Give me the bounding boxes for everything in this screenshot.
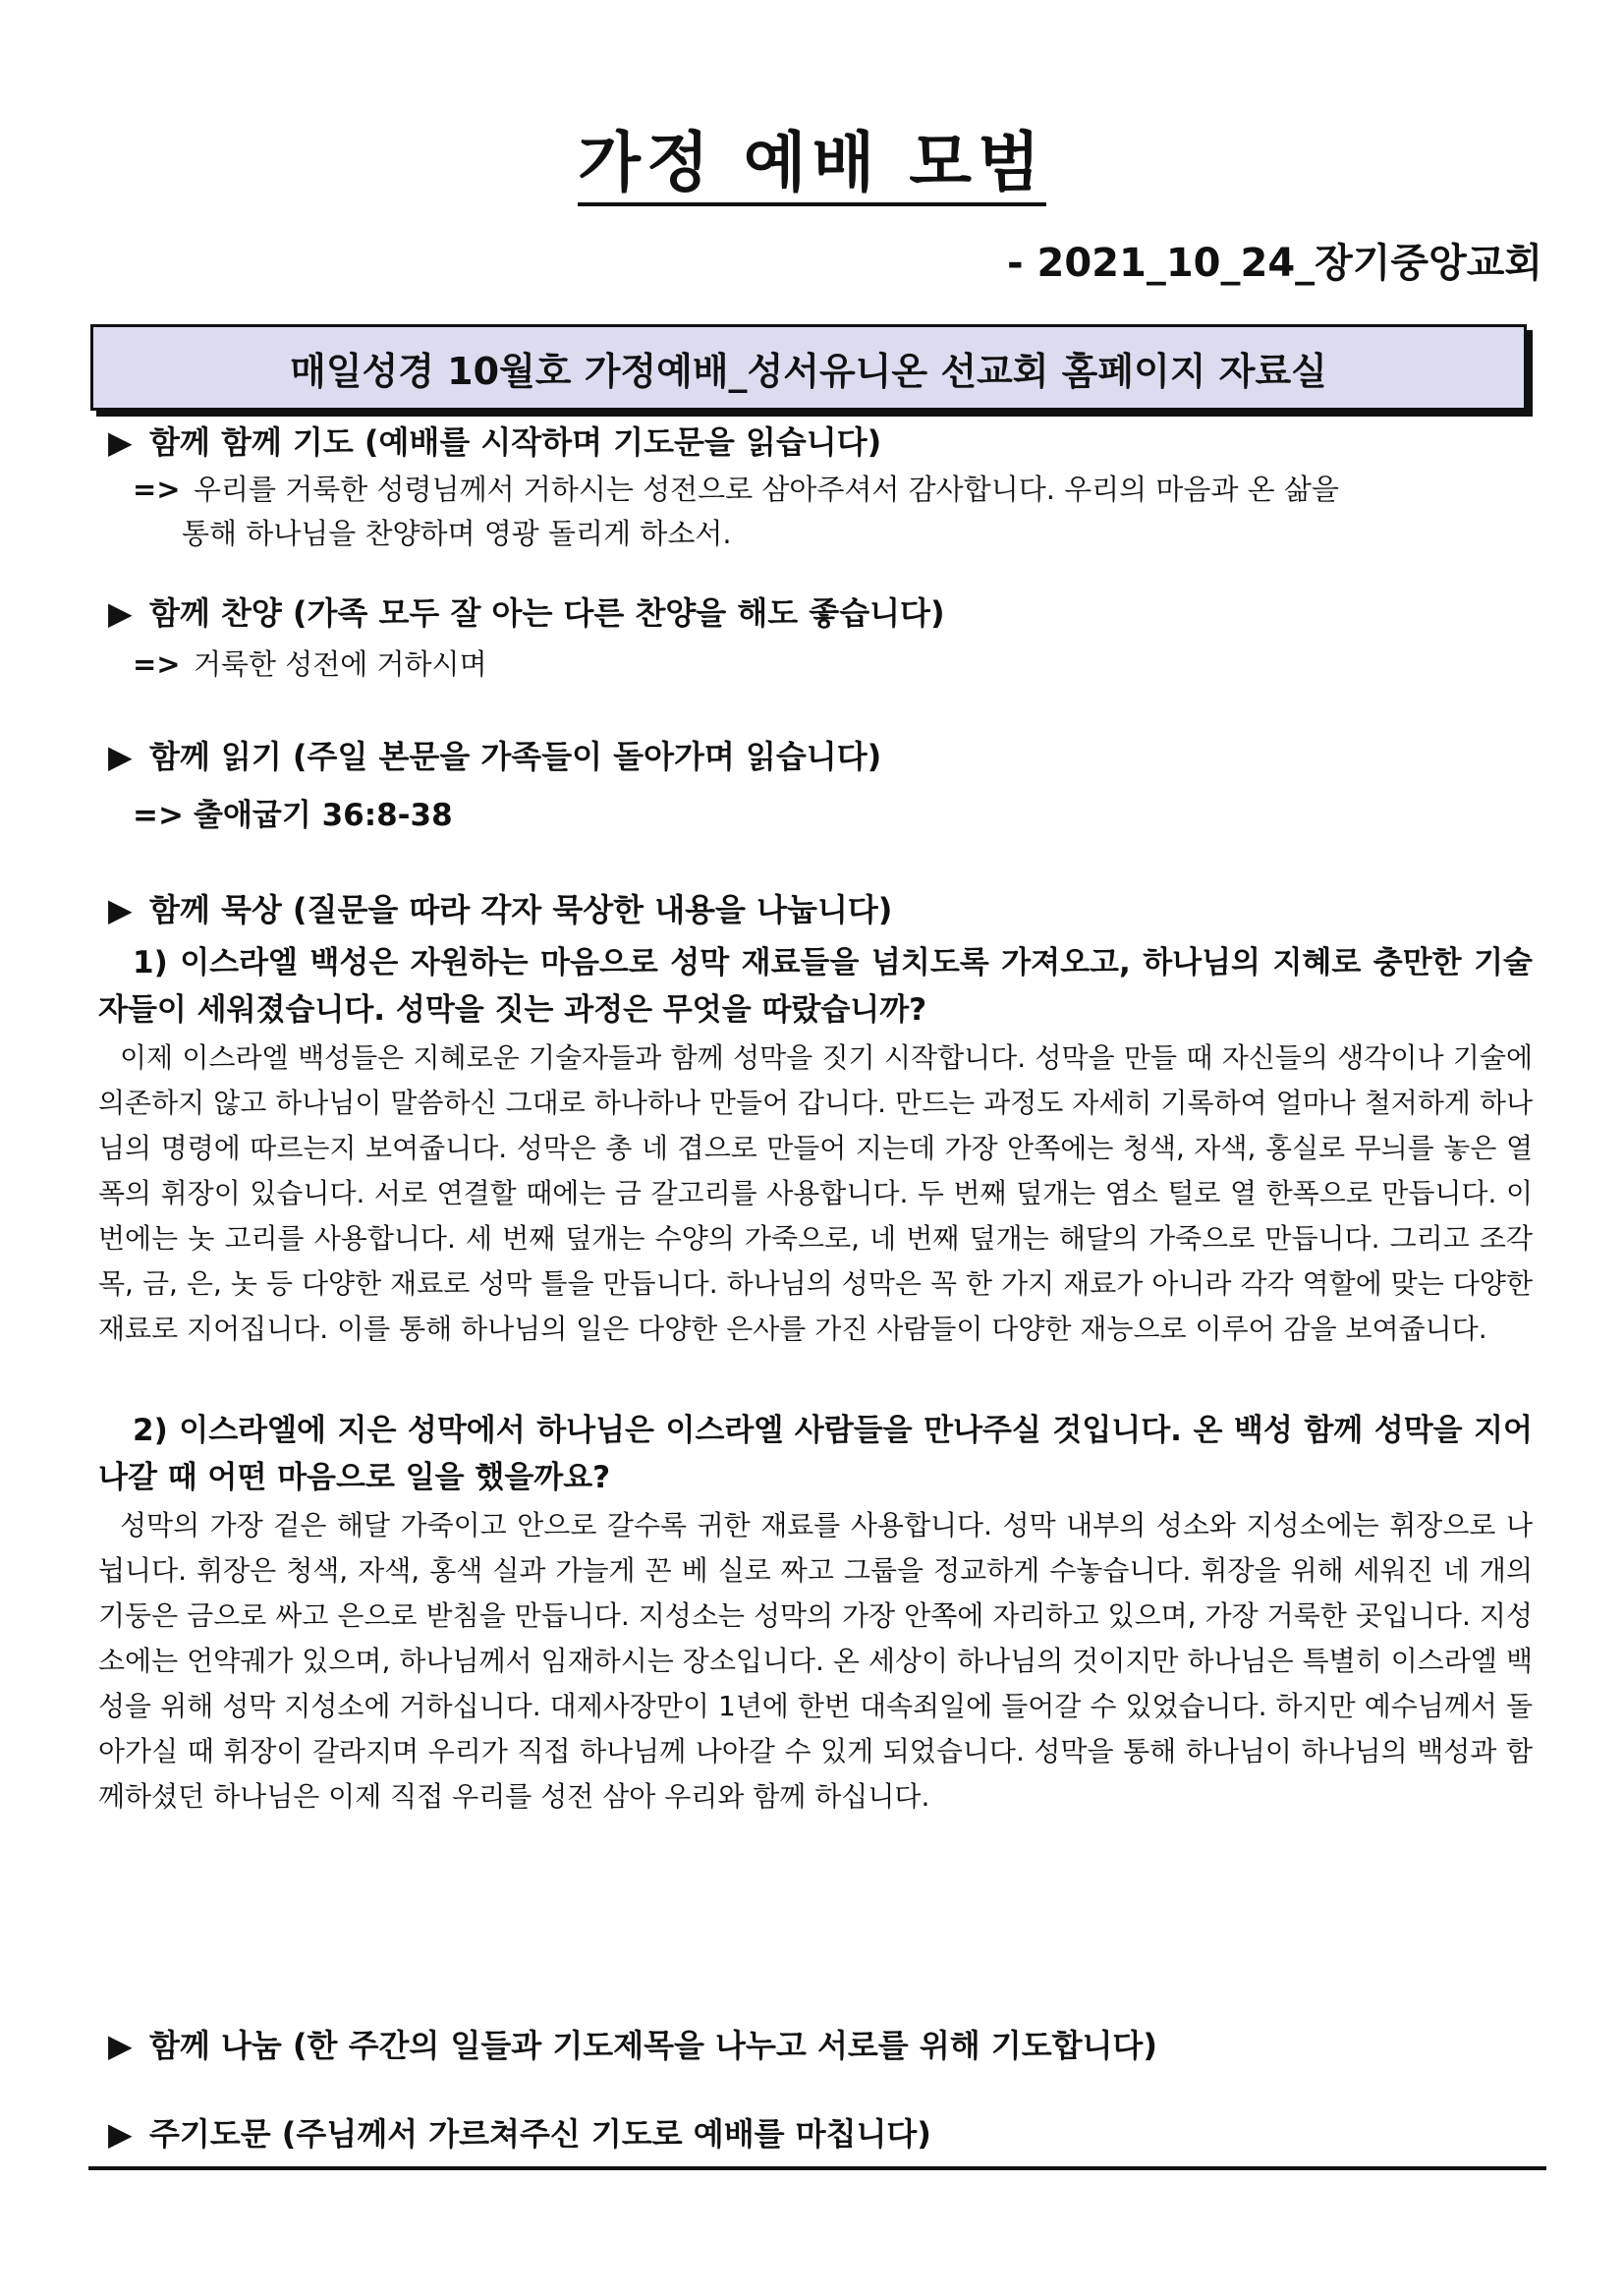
answer-arrow: => (133, 473, 181, 506)
section-praise (108, 591, 1533, 687)
section-sharing (108, 2024, 1533, 2067)
section-heading (108, 735, 1533, 778)
triangle-bullet-icon: ▶ (108, 2027, 133, 2064)
section-heading (108, 2024, 1533, 2067)
meditation-heading: 함께 묵상 (질문을 따라 각자 묵상한 내용을 나눕니다) (149, 891, 893, 928)
prayer-line-2: 통해 하나님을 찬양하며 영광 돌리게 하소서. (182, 517, 732, 550)
lords-prayer-heading: 주기도문 (주님께서 가르쳐주신 기도로 예배를 마칩니다) (149, 2115, 931, 2153)
prayer-heading: 함께 함께 기도 (예배를 시작하며 기도문을 읽습니다) (149, 423, 882, 461)
section-heading (108, 420, 1533, 464)
source-banner: 매일성경 10월호 가정예배_성서유니온 선교회 홈페이지 자료실 (90, 324, 1527, 411)
bottom-divider (88, 2166, 1546, 2170)
section-heading (108, 888, 1533, 931)
answer-arrow: => (133, 798, 184, 833)
answer-arrow: => (133, 647, 181, 681)
paragraph-2: 성막의 가장 겉은 해달 가죽이고 안으로 갈수록 귀한 재료를 사용합니다. 성막 내부의 성소와 지성소에는 휘장으로 나뉩니다. 휘장은 청색, 자색, 홍색 실과 가늘게 꼰 베 실로 짜고 그룹을 정교하게 수놓습니다. 휘장을 위해 세워진 네 개의 기둥은 금으로 싸고 은으로 받침을 만듭니다. 지성소는 성막의 가장 안쪽에 자리하고 있으며, 가장 거룩한 곳입니다. 지성소에는 언약궤가 있으며, 하나님께서 임재하시는 장소입니다. 온 세상이 하나님의 것이지만 하나님은 특별히 이스라엘 백성을 위해 성막 지성소에 거하십니다. 대제사장만이 1년에 한번 대속죄일에 들어갈 수 있었습니다. 하지만 예수님께서 돌아가실 때 휘장이 갈라지며 우리가 직접 하나님께 나아갈 수 있게 되었습니다. 성막을 통해 하나님이 하나님의 백성과 함께하셨던 하나님은 이제 직접 우리를 성전 삼아 우리와 함께 하십니다. (98, 1509, 1533, 1813)
praise-song: 거룩한 성전에 거하시며 (194, 647, 487, 681)
sharing-heading: 함께 나눔 (한 주간의 일들과 기도제목을 나누고 서로를 위해 기도합니다) (149, 2027, 1157, 2064)
praise-answer (108, 643, 1533, 687)
section-reading (108, 735, 1533, 838)
reading-passage: 출애굽기 36:8-38 (194, 798, 453, 833)
document-title-text: 가정 예배 모범 (578, 125, 1046, 206)
section-heading (108, 591, 1533, 635)
reading-heading: 함께 읽기 (주일 본문을 가족들이 돌아가며 읽습니다) (149, 738, 882, 775)
triangle-bullet-icon: ▶ (108, 594, 133, 632)
document-title (0, 110, 1624, 203)
praise-heading: 함께 찬양 (가족 모두 잘 아는 다른 찬양을 해도 좋습니다) (149, 594, 945, 632)
triangle-bullet-icon: ▶ (108, 891, 133, 928)
prayer-text (108, 468, 1533, 512)
paragraph-1: 이제 이스라엘 백성들은 지혜로운 기술자들과 함께 성막을 짓기 시작합니다. 성막을 만들 때 자신들의 생각이나 기술에 의존하지 않고 하나님이 말씀하신 그대로 하나하나 만들어 갑니다. 만드는 과정도 자세히 기록하여 얼마나 철저하게 하나님의 명령에 따르는지 보여줍니다. 성막은 총 네 겹으로 만들어 지는데 가장 안쪽에는 청색, 자색, 홍실로 무늬를 놓은 열 폭의 휘장이 있습니다. 서로 연결할 때에는 금 갈고리를 사용합니다. 두 번째 덮개는 염소 털로 열 한폭으로 만듭니다. 이번에는 놋 고리를 사용합니다. 세 번째 덮개는 수양의 가죽으로, 네 번째 덮개는 해달의 가죽으로 만듭니다. 그리고 조각목, 금, 은, 놋 등 다양한 재료로 성막 틀을 만듭니다. 하나님의 성막은 꼭 한 가지 재료가 아니라 각각 역할에 맞는 다양한 재료로 지어집니다. 이를 통해 하나님의 일은 다양한 은사를 가진 사람들이 다양한 재능으로 이루어 감을 보여줍니다. (98, 1041, 1533, 1345)
section-prayer (108, 420, 1533, 556)
meditation-body (98, 939, 1533, 1820)
section-heading (108, 2112, 1533, 2156)
question-1: 1) 이스라엘 백성은 자원하는 마음으로 성막 재료들을 넘치도록 가져오고, 하나님의 지혜로 충만한 기술자들이 세워졌습니다. 성막을 짓는 과정은 무엇을 따랐습니까? (98, 945, 1533, 1028)
section-lords-prayer (108, 2112, 1533, 2156)
section-meditation (98, 888, 1533, 1820)
triangle-bullet-icon: ▶ (108, 423, 133, 461)
question-2: 2) 이스라엘에 지은 성막에서 하나님은 이스라엘 사람들을 만나주실 것입니다. 온 백성 함께 성막을 지어나갈 때 어떤 마음으로 일을 했을까요? (98, 1413, 1533, 1495)
reading-answer (108, 794, 1533, 838)
triangle-bullet-icon: ▶ (108, 738, 133, 775)
date-church-line: - 2021_10_24_장기중앙교회 (1006, 241, 1542, 286)
prayer-line-1: 우리를 거룩한 성령님께서 거하시는 성전으로 삼아주셔서 감사합니다. 우리의 마음과 온 삶을 (194, 473, 1339, 506)
triangle-bullet-icon: ▶ (108, 2115, 133, 2153)
